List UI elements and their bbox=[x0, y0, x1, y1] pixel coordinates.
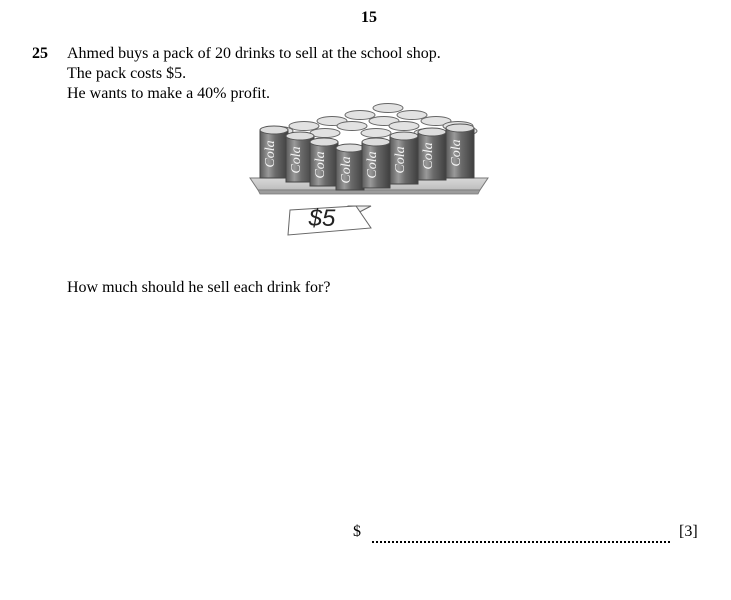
can bbox=[310, 138, 338, 186]
question-text-line-1: Ahmed buys a pack of 20 drinks to sell at the school shop. bbox=[67, 45, 441, 62]
svg-text:Cola: Cola bbox=[421, 142, 436, 170]
svg-text:Cola: Cola bbox=[365, 151, 380, 179]
page-number: 15 bbox=[361, 9, 377, 26]
svg-text:Cola: Cola bbox=[339, 156, 354, 184]
can bbox=[260, 126, 288, 178]
can bbox=[390, 132, 418, 184]
marks-label: [3] bbox=[679, 523, 698, 540]
svg-text:Cola: Cola bbox=[393, 146, 408, 174]
answer-currency-symbol: $ bbox=[353, 523, 361, 540]
can bbox=[418, 128, 446, 180]
can bbox=[336, 144, 364, 190]
can bbox=[362, 138, 390, 188]
answer-line[interactable] bbox=[372, 541, 670, 543]
price-tag bbox=[288, 205, 371, 235]
can bbox=[446, 124, 474, 178]
svg-text:Cola: Cola bbox=[313, 151, 328, 179]
drinks-pack-illustration bbox=[248, 102, 490, 242]
price-tag-text: $5 bbox=[308, 205, 336, 232]
question-number: 25 bbox=[32, 45, 48, 62]
question-text-line-2: The pack costs $5. bbox=[67, 65, 187, 82]
svg-text:Cola: Cola bbox=[449, 139, 464, 167]
question-text-line-3: He wants to make a 40% profit. bbox=[67, 85, 271, 102]
svg-text:Cola: Cola bbox=[263, 140, 278, 168]
svg-text:Cola: Cola bbox=[289, 146, 304, 174]
question-prompt: How much should he sell each drink for? bbox=[67, 279, 331, 296]
